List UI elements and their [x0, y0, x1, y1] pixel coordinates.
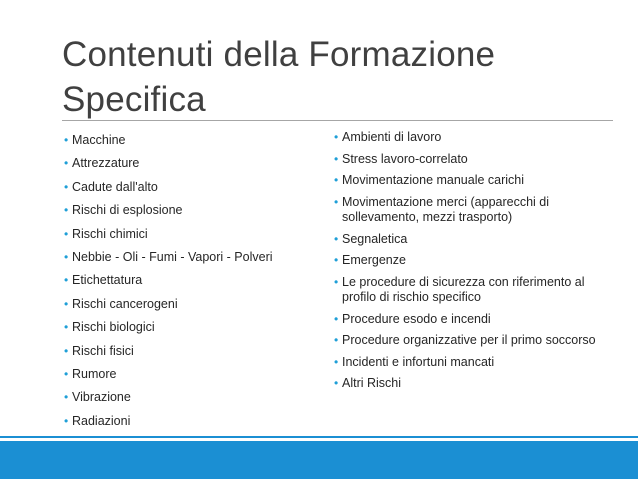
list-item-text: Nebbie - Oli - Fumi - Vapori - Polveri	[72, 249, 273, 264]
bullet-icon: •	[64, 296, 69, 311]
list-item	[64, 344, 324, 367]
list-item-text: Procedure organizzative per il primo soccorso	[342, 333, 596, 347]
list-item-text: Procedure esodo e incendi	[342, 311, 491, 326]
list-item-text: Stress lavoro-correlato	[342, 151, 468, 166]
list-item	[64, 414, 324, 437]
list-item	[334, 333, 604, 349]
list-item	[334, 355, 604, 371]
list-item-text: Altri Rischi	[342, 376, 402, 390]
list-item	[64, 250, 324, 273]
list-item	[64, 320, 324, 343]
list-item	[334, 130, 604, 146]
list-item-text: Rischi fisici	[72, 343, 134, 358]
list-item	[334, 152, 604, 168]
bullet-icon: •	[334, 253, 339, 267]
list-item	[334, 312, 604, 328]
title-divider	[62, 120, 613, 121]
slide-title: Contenuti della Formazione Specifica	[62, 35, 496, 119]
left-bullet-list	[64, 133, 324, 437]
footer-accent-line	[0, 436, 638, 438]
list-item-text: Movimentazione merci (apparecchi di sollevamento, mezzi trasporto)	[342, 194, 550, 224]
bullet-icon: •	[334, 311, 339, 326]
list-item	[64, 390, 324, 413]
bullet-icon: •	[64, 203, 69, 218]
right-bullet-list	[334, 130, 604, 398]
list-item	[64, 180, 324, 203]
bullet-icon: •	[64, 343, 69, 358]
bullet-icon: •	[334, 333, 339, 347]
list-item	[64, 203, 324, 226]
list-item	[334, 173, 604, 189]
list-item-text: Macchine	[72, 133, 126, 147]
list-item	[64, 156, 324, 179]
list-item-text: Etichettatura	[72, 273, 143, 288]
list-item	[64, 227, 324, 250]
list-item-text: Rischi biologici	[72, 320, 155, 335]
bullet-icon: •	[64, 390, 69, 405]
bullet-icon: •	[334, 231, 339, 246]
list-item-text: Movimentazione manuale carichi	[342, 173, 525, 187]
bullet-icon: •	[64, 133, 69, 147]
list-item-text: Rumore	[72, 366, 117, 381]
footer-accent-bar	[0, 441, 638, 479]
list-item-text: Ambienti di lavoro	[342, 130, 442, 144]
list-item-text: Emergenze	[342, 253, 406, 267]
list-item-text: Rischi chimici	[72, 226, 148, 241]
list-item	[334, 275, 604, 306]
list-item	[64, 297, 324, 320]
list-item-text: Segnaletica	[342, 231, 408, 246]
bullet-icon: •	[334, 354, 339, 369]
list-item-text: Le procedure di sicurezza con riferimento al profilo di rischio specifico	[342, 274, 585, 304]
bullet-icon: •	[334, 151, 339, 166]
bullet-icon: •	[64, 366, 69, 381]
bullet-icon: •	[334, 194, 339, 209]
list-item	[334, 253, 604, 269]
list-item	[64, 367, 324, 390]
list-item-text: Incidenti e infortuni mancati	[342, 354, 495, 369]
bullet-icon: •	[64, 320, 69, 335]
bullet-icon: •	[64, 273, 69, 288]
list-item	[64, 133, 324, 156]
list-item-text: Rischi cancerogeni	[72, 296, 178, 311]
list-item	[334, 376, 604, 392]
bullet-icon: •	[64, 413, 69, 428]
bullet-icon: •	[334, 173, 339, 187]
list-item-text: Radiazioni	[72, 413, 131, 428]
bullet-icon: •	[64, 156, 69, 171]
list-item	[64, 273, 324, 296]
list-item-text: Cadute dall'alto	[72, 179, 158, 194]
list-item	[334, 195, 604, 226]
bullet-icon: •	[64, 249, 69, 264]
bullet-icon: •	[64, 179, 69, 194]
bullet-icon: •	[334, 130, 339, 144]
list-item-text: Vibrazione	[72, 390, 131, 405]
bullet-icon: •	[334, 376, 339, 390]
bullet-icon: •	[64, 226, 69, 241]
list-item	[334, 232, 604, 248]
list-item-text: Attrezzature	[72, 156, 140, 171]
bullet-icon: •	[334, 274, 339, 289]
list-item-text: Rischi di esplosione	[72, 203, 183, 218]
